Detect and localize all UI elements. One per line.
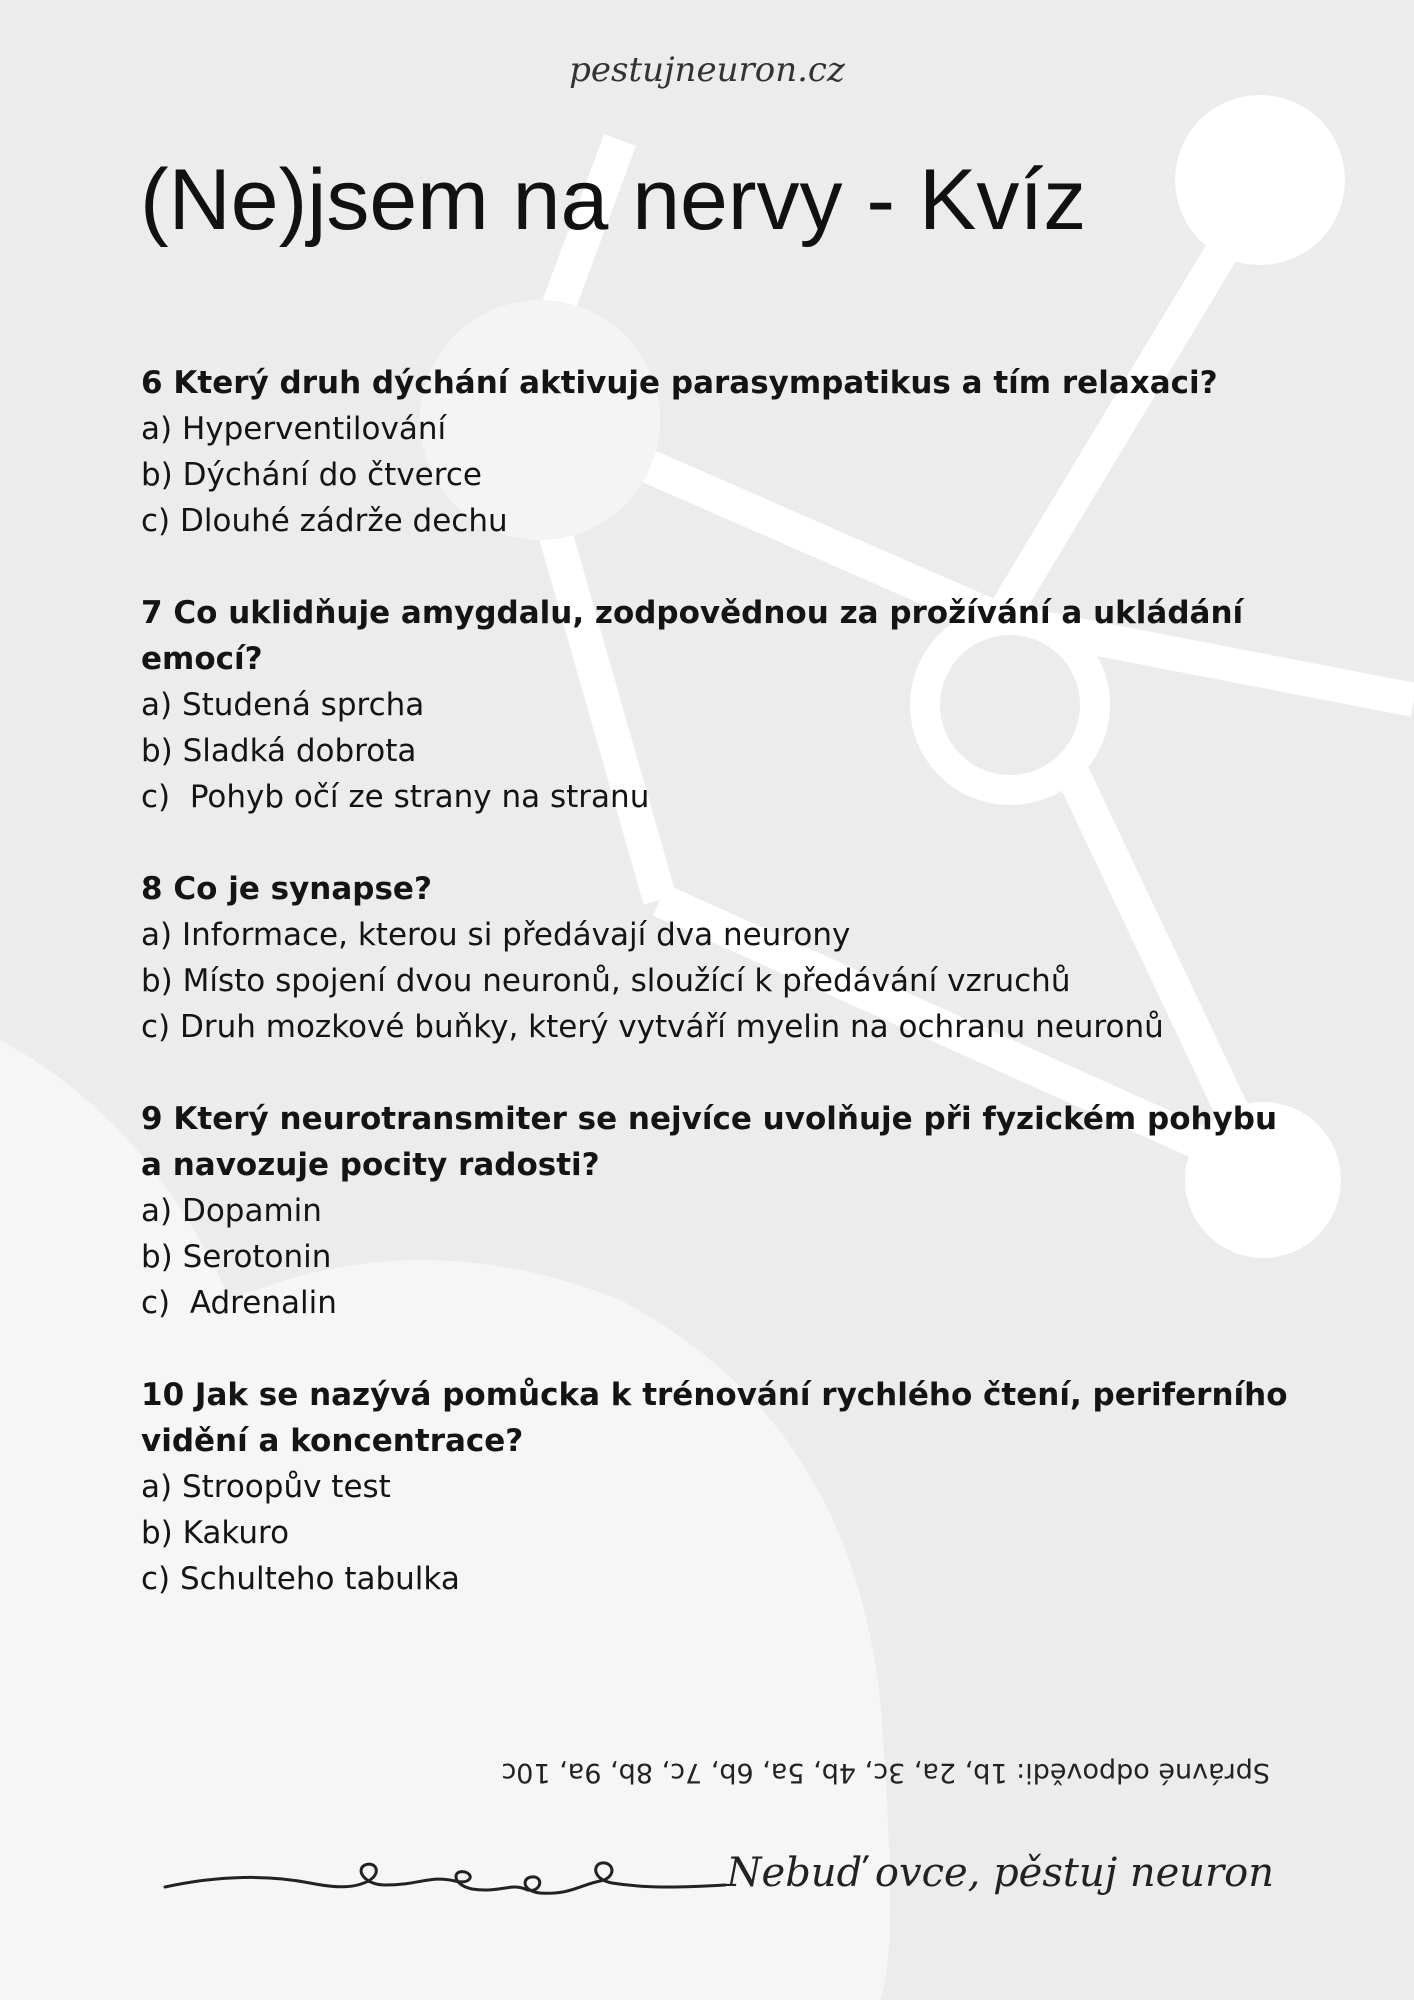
answer-option-a: a) Stroopův test [141, 1469, 391, 1505]
question-text: 8 Co je synapse? [141, 871, 432, 907]
question-text: 6 Který druh dýchání aktivuje parasympatikus a tím relaxaci? [141, 365, 1218, 401]
answer-option-b: b) Sladká dobrota [141, 733, 417, 769]
question-text: 9 Který neurotransmiter se nejvíce uvolňuje při fyzickém pohybu a navozuje pocity radosti? [141, 1101, 1278, 1183]
quiz-questions [141, 360, 1291, 1648]
question-text: 10 Jak se nazývá pomůcka k trénování rychlého čtení, periferního vidění a koncentrace? [141, 1377, 1288, 1459]
answer-option-c: c) Schulteho tabulka [141, 1561, 460, 1597]
answer-option-a: a) Studená sprcha [141, 687, 425, 723]
answer-option-b: b) Kakuro [141, 1515, 290, 1551]
question-8 [141, 866, 1291, 1050]
answer-option-a: a) Dopamin [141, 1193, 322, 1229]
question-text: 7 Co uklidňuje amygdalu, zodpovědnou za prožívání a ukládání emocí? [141, 595, 1244, 677]
question-6 [141, 360, 1291, 544]
answer-option-b: b) Serotonin [141, 1239, 332, 1275]
answer-option-b: b) Dýchání do čtverce [141, 457, 482, 493]
answer-option-c: c) Druh mozkové buňky, který vytváří myelin na ochranu neuronů [141, 1009, 1164, 1045]
answer-option-b: b) Místo spojení dvou neuronů, sloužící k předávání vzruchů [141, 963, 1071, 999]
question-9 [141, 1096, 1291, 1326]
question-7 [141, 590, 1291, 820]
question-10 [141, 1372, 1291, 1602]
page-title: (Ne)jsem na nervy - Kvíz [140, 152, 1087, 248]
answer-option-c: c) Dlouhé zádrže dechu [141, 503, 508, 539]
site-name: pestujneuron.cz [569, 50, 845, 90]
answer-key-upside-down: Správné odpovědi: 1b, 2a, 3c, 4b, 5a, 6b, 7c, 8b, 9a, 10c [501, 1757, 1270, 1788]
answer-option-a: a) Informace, kterou si předávají dva neurony [141, 917, 851, 953]
motto: Nebuď ovce, pěstuj neuron [726, 1850, 1274, 1896]
answer-option-c: c) Pohyb očí ze strany na stranu [141, 779, 650, 815]
decorative-swirl-divider [160, 1845, 730, 1915]
answer-option-a: a) Hyperventilování [141, 411, 447, 447]
answer-option-c: c) Adrenalin [141, 1285, 337, 1321]
